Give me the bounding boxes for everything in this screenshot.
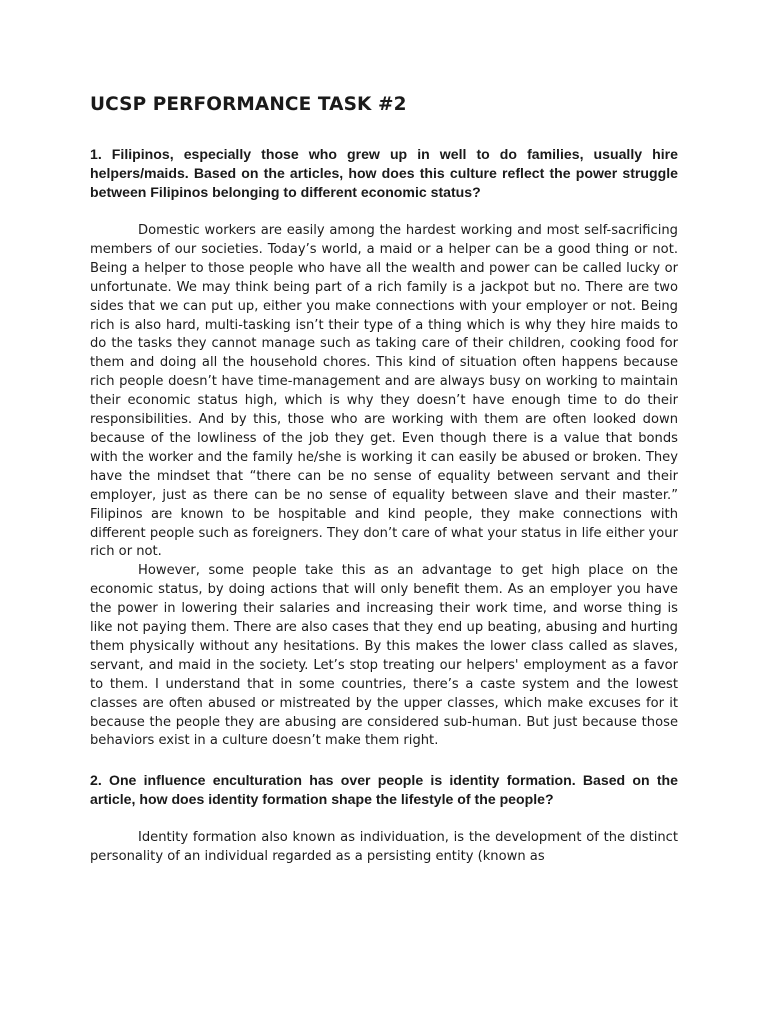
document-page <box>90 92 678 867</box>
question-2: 2. One influence enculturation has over people is identity formation. Based on the article, how does identity formation shape the lifestyle of the people? <box>90 772 678 808</box>
answer-1-paragraph-1: Domestic workers are easily among the hardest working and most self-sacrificing members of our societies. Today’s world, a maid or a helper can be a good thing or not. Being a helper to those people who have all the wealth and power can be called lucky or unfortunate. We may think being part of a rich family is a jackpot but no. There are two sides that we can put up, either you make connections with your employer or not. Being rich is also hard, multi-tasking isn’t their type of a thing which is why they hire maids to do the tasks they cannot manage such as taking care of their children, cooking food for them and doing all the household chores. This kind of situation often happens because rich people doesn’t have time-management and are always busy on working to maintain their economic status high, which is why they doesn’t have enough time to do their responsibilities. And by this, those who are working with them are often looked down because of the lowliness of the job they get. Even though there is a value that bonds with the worker and the family he/she is working it can easily be abused or broken. They have the mindset that “there can be no sense of equality between servant and their employer, just as there can be no sense of equality between slave and their master.” Filipinos are known to be hospitable and kind people, they make connections with different people such as foreigners. They don’t care of what your status in life either your rich or not. <box>90 223 678 560</box>
answer-1-paragraph-2: However, some people take this as an advantage to get high place on the economic status, by doing actions that will only benefit them. As an employer you have the power in lowering their salaries and increasing their work time, and worse thing is like not paying them. There are also cases that they end up beating, abusing and hurting them physically without any hesitations. By this makes the lower class called as slaves, servant, and maid in the society. Let’s stop treating our helpers' employment as a favor to them. I understand that in some countries, there’s a caste system and the lowest classes are often abused or mistreated by the upper classes, which make excuses for it because the people they are abusing are considered sub-human. But just because those behaviors exist in a culture doesn’t make them right. <box>90 563 678 749</box>
answer-2-paragraph-1: Identity formation also known as individuation, is the development of the distinct personality of an individual regarded as a persisting entity (known as <box>90 830 678 865</box>
document-title: UCSP PERFORMANCE TASK #2 <box>90 94 407 115</box>
question-1: 1. Filipinos, especially those who grew up in well to do families, usually hire helpers/maids. Based on the articles, how does this culture reflect the power struggle between Filipinos belonging to different economic status? <box>90 146 678 200</box>
